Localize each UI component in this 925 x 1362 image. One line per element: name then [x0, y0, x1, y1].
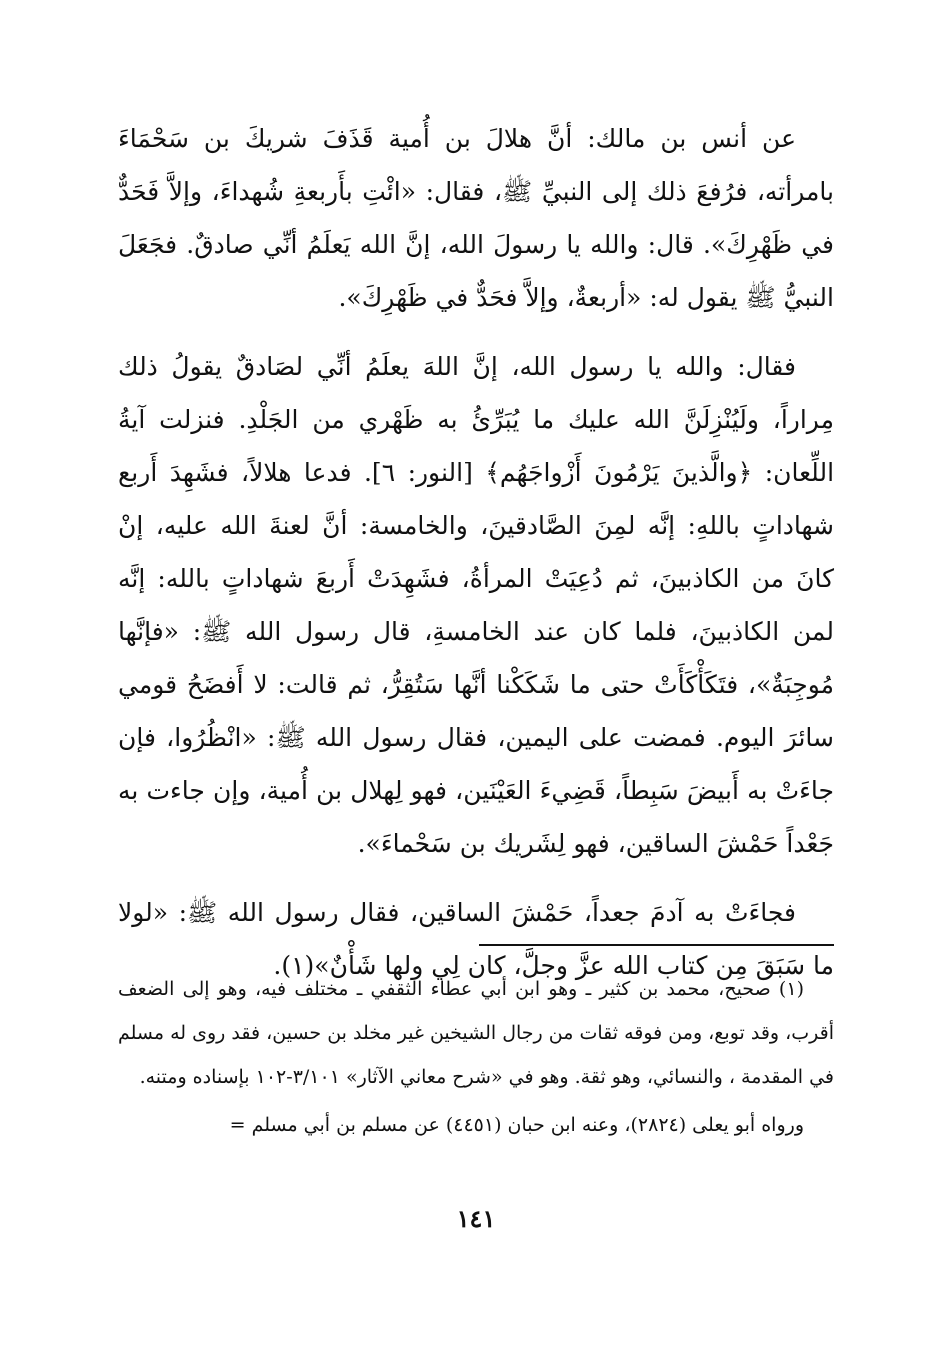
footnote-2: ورواه أبو يعلى (٢٨٢٤)، وعنه ابن حبان (٤٤٥١) عن مسلم بن أبي مسلم = [229, 1114, 804, 1136]
book-page [118, 112, 834, 1262]
paragraph-3: فجاءَتْ به آدمَ جعداً، حَمْشَ الساقين، فقال رسول الله ﷺ: «لولا ما سَبَقَ مِن كتاب الله عزَّ وجلَّ، كان لِي ولها شَأْنٌ»(١). [118, 898, 834, 980]
footnote-divider [479, 944, 834, 946]
page-number: ١٤١ [456, 1204, 496, 1233]
main-text [118, 112, 834, 992]
paragraph-1: عن أنس بن مالك: أنَّ هلالَ بن أُمية قَذَفَ شريكَ بن سَحْمَاءَ بامرأته، فرُفعَ ذلك إلى النبيِّ ﷺ، فقال: «ائْتِ بأَربعةِ شُهداءَ، وإلاَّ فَحَدٌّ في ظَهْرِكَ». قال: والله يا رسولَ الله، إنَّ الله يَعلَمُ أنِّي صادقٌ. فجَعَلَ النبيُّ ﷺ يقول له: «أربعةٌ، وإلاَّ فحَدٌّ في ظَهْرِكَ». [118, 124, 834, 312]
footnotes [118, 967, 834, 1147]
paragraph-2: فقال: والله يا رسول الله، إنَّ اللهَ يعلَمُ أنِّي لصَادقٌ يقولُ ذلك مِراراً، ولَيُنْزِلَنَّ الله عليك ما يُبَرِّئُ به ظَهْري من الجَلْدِ. فنزلت آيةُ اللِّعان: ﴿والَّذينَ يَرْمُونَ أَزْواجَهُم﴾ [النور: ٦]. فدعا هلالاً، فشَهِدَ أَربع شهاداتٍ باللهِ: إنَّه لمِنَ الصَّادقينَ، والخامسة: أنَّ لعنةَ الله عليه، إنْ كانَ من الكاذبينَ، ثم دُعِيَتْ المرأةُ، فشَهِدَتْ أَربعَ شهاداتٍ بالله: إنَّه لمن الكاذبينَ، فلما كان عند الخامسةِ، قال رسول الله ﷺ: «فإنَّها مُوجِبَةٌ»، فتَكَأْكَأَتْ حتى ما شَكَكْنا أنَّها سَتُقِرُّ، ثم قالت: لا أَفضَحُ قومي سائرَ اليوم. فمضت على اليمين، فقال رسول الله ﷺ: «انْظُرُوا، فإن جاءَتْ به أَبيضَ سَبِطاً، قَضِيءَ العَيْنَين، فهو لِهلال بن أُمية، وإن جاءت به جَعْداً حَمْشَ الساقين، فهو لِشَريك بن سَحْماءَ». [118, 352, 835, 858]
footnote-1: (١) صحيح، محمد بن كثير ـ وهو ابن أبي عطاء الثقفي ـ مختلف فيه، وهو إلى الضعف أقرب، وقد توبع، ومن فوقه ثقات من رجال الشيخين غير مخلد بن حسين، فقد روى له مسلم في المقدمة ، والنسائي، وهو ثقة. وهو في «شرح معاني الآثار» ٣/١٠١-١٠٢ بإسناده ومتنه. [118, 978, 834, 1088]
